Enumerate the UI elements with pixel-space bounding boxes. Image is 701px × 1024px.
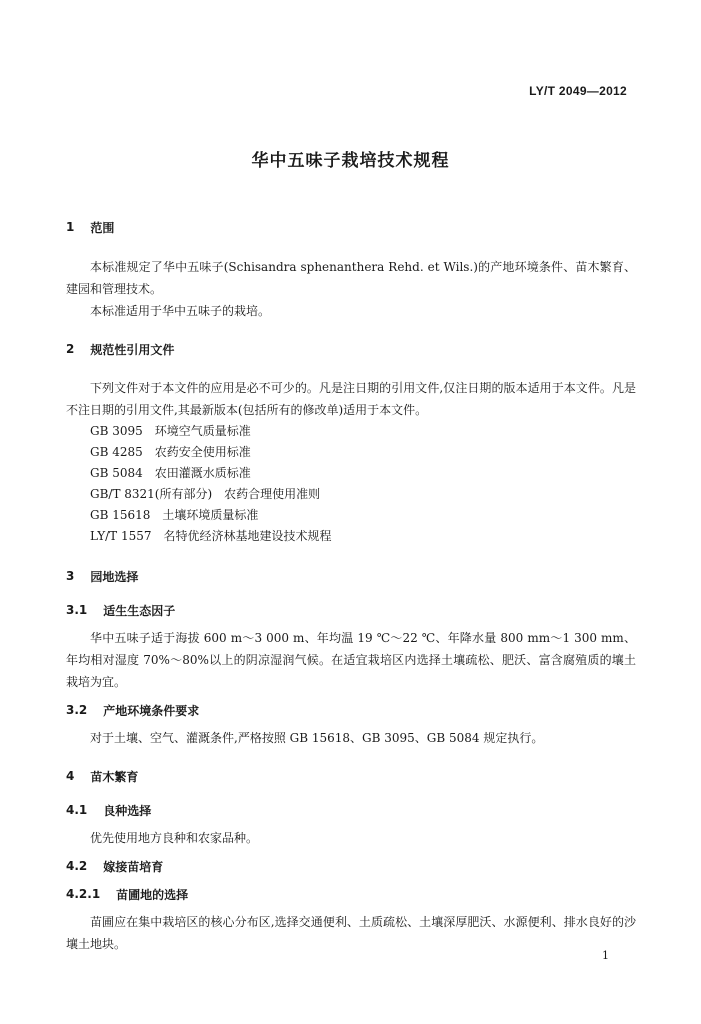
section-number: 4.1 [66, 803, 88, 817]
section-1-heading [66, 218, 636, 236]
section-number: 4.2.1 [66, 887, 101, 901]
subsection-4-2-1-heading [66, 885, 636, 903]
section-number: 4 [66, 769, 75, 783]
section-title: 苗木繁育 [90, 769, 139, 784]
paragraph: 对于土壤、空气、灌溉条件,严格按照 GB 15618、GB 3095、GB 5084 规定执行。 [90, 731, 544, 745]
paragraph: 优先使用地方良种和农家品种。 [90, 831, 259, 845]
section-title: 适生生态因子 [103, 603, 176, 618]
paragraph: 苗圃应在集中栽培区的核心分布区,选择交通便利、土质疏松、土壤深厚肥沃、水源便利、排水良好的沙壤土地块。 [66, 915, 636, 951]
section-title: 范围 [90, 220, 115, 235]
section-4-heading [66, 767, 636, 785]
section-number: 3 [66, 569, 75, 583]
section-number: 1 [66, 220, 75, 234]
section-3-heading [66, 567, 636, 585]
paragraph: 下列文件对于本文件的应用是必不可少的。凡是注日期的引用文件,仅注日期的版本适用于本文件。凡是不注日期的引用文件,其最新版本(包括所有的修改单)适用于本文件。 [66, 381, 636, 417]
reference-item: GB 5084 农田灌溉水质标准 [90, 466, 251, 480]
reference-item: GB/T 8321(所有部分) 农药合理使用准则 [90, 487, 321, 501]
section-title: 园地选择 [90, 569, 139, 584]
section-title: 规范性引用文件 [90, 342, 175, 357]
reference-item: LY/T 1557 名特优经济林基地建设技术规程 [90, 529, 332, 543]
section-number: 3.2 [66, 703, 88, 717]
reference-item: GB 15618 土壤环境质量标准 [90, 508, 259, 522]
section-number: 4.2 [66, 859, 88, 873]
section-title: 苗圃地的选择 [116, 887, 189, 902]
section-number: 3.1 [66, 603, 88, 617]
page-number: 1 [602, 949, 609, 962]
paragraph: 华中五味子适于海拔 600 m～3 000 m、年均温 19 ℃～22 ℃、年降水量 800 mm～1 300 mm、年均相对湿度 70%～80%以上的阴凉湿润气候。在适宜栽培区内选择土壤疏松、肥沃、富含腐殖质的壤土栽培为宜。 [66, 631, 636, 689]
document-title: 华中五味子栽培技术规程 [251, 151, 450, 171]
reference-item: GB 3095 环境空气质量标准 [90, 424, 251, 438]
subsection-3-1-heading [66, 601, 636, 619]
standard-code: LY/T 2049—2012 [529, 84, 627, 98]
section-title: 产地环境条件要求 [103, 703, 200, 718]
section-title: 嫁接苗培育 [103, 859, 164, 874]
paragraph: 本标准规定了华中五味子(Schisandra sphenanthera Rehd. et Wils.)的产地环境条件、苗木繁育、建园和管理技术。 [66, 260, 636, 296]
document-body [66, 218, 636, 955]
section-number: 2 [66, 342, 75, 356]
section-2-heading [66, 340, 636, 358]
paragraph: 本标准适用于华中五味子的栽培。 [90, 304, 271, 318]
subsection-3-2-heading [66, 701, 636, 719]
subsection-4-2-heading [66, 857, 636, 875]
reference-item: GB 4285 农药安全使用标准 [90, 445, 251, 459]
subsection-4-1-heading [66, 801, 636, 819]
section-title: 良种选择 [103, 803, 152, 818]
